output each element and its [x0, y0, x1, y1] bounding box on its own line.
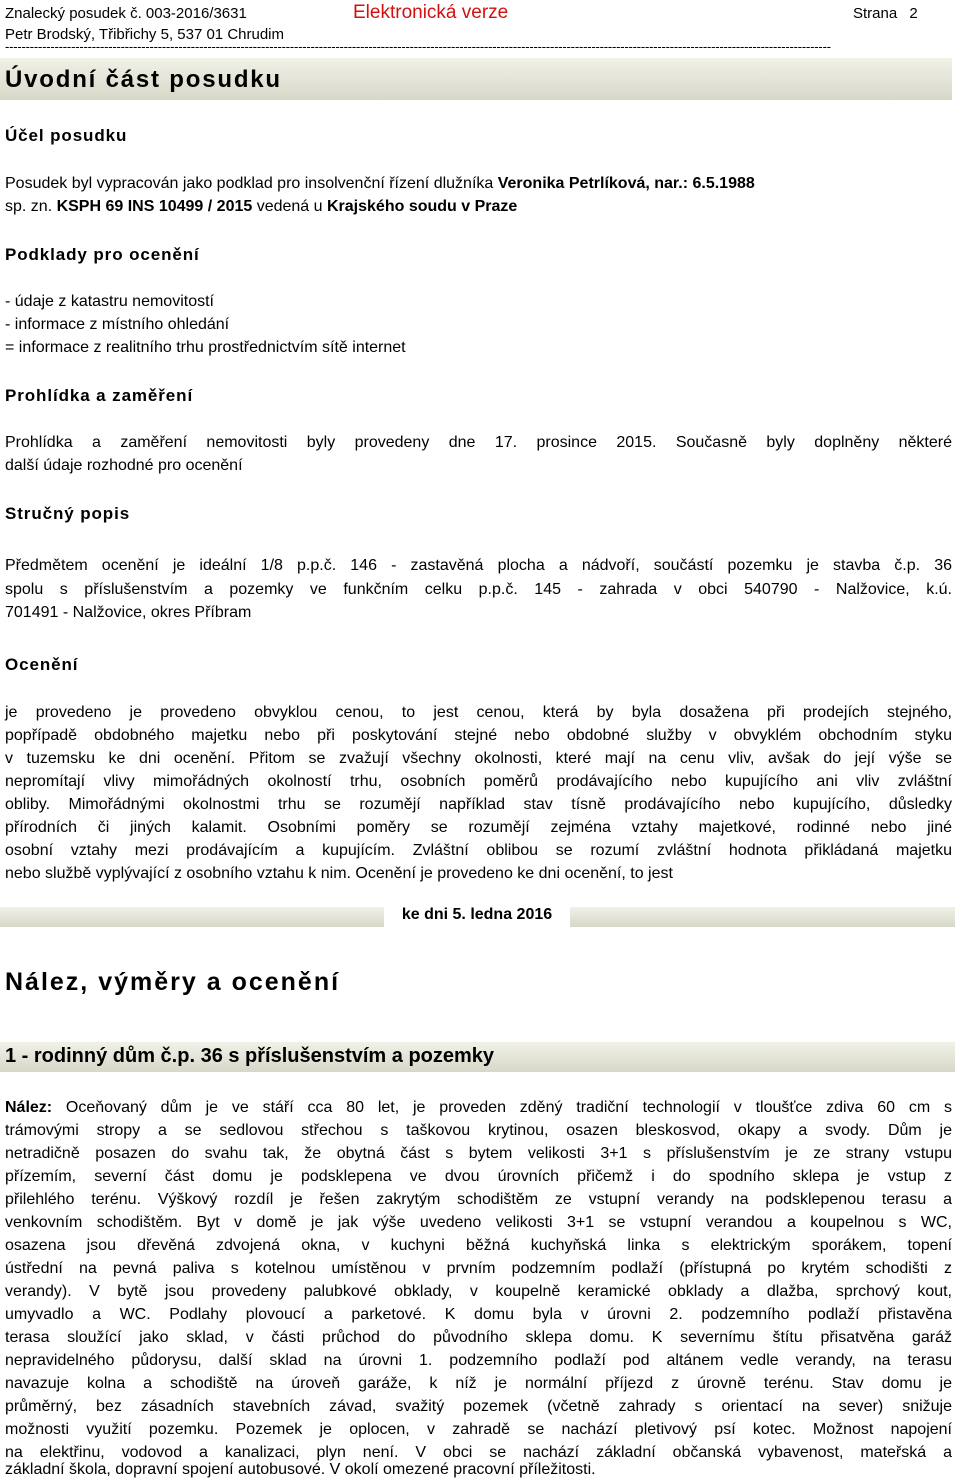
findings-line: verandy). V bytě jsou provedeny palubkové obklady, v koupelně keramické obklady a dlažba, sprchový kout,	[5, 1283, 952, 1300]
purpose-text-3: vedená u	[252, 198, 327, 215]
description-line: spolu s příslušenstvím a pozemky ve funkčním celku p.p.č. 145 - zahrada v obci 540790 - Nalžovice, k.ú.	[5, 581, 952, 598]
valuation-line: přírodních či jiných kalamit. Osobními poměry se rozumějí zejména vztahy majetkové, rodinné nebo jiné	[5, 819, 952, 836]
valuation-line: je provedeno je provedeno obvyklou cenou, to jest cenou, která by byla dosažena při prodejích stejného,	[5, 704, 952, 721]
findings-title: Nález, výměry a ocenění	[5, 968, 341, 996]
findings-line: průměrný, bez zásadních stavebních závad, svažitý pozemek (včetně zahrady s orientací na sever) snižuje	[5, 1398, 952, 1415]
findings-line: na elektřinu, vodovod a kanalizaci, plyn není. V obci se nachází základní občanská vybavenost, mateřská a	[5, 1444, 952, 1461]
inspection-heading: Prohlídka a zaměření	[5, 386, 194, 405]
page-label: Strana	[853, 5, 898, 22]
debtor-name: Veronika Petrlíková, nar.: 6.5.1988	[497, 175, 755, 192]
purpose-line-1	[5, 174, 952, 193]
page-number-value: 2	[909, 5, 918, 22]
page-number	[853, 5, 918, 23]
description-line: 701491 - Nalžovice, okres Příbram	[5, 604, 252, 621]
court-name: Krajského soudu v Praze	[327, 198, 518, 215]
description-heading: Stručný popis	[5, 504, 131, 523]
header-separator: --------------------------------------------------------------------------------------------------------------------------------------------------------------------------------------------------------	[5, 40, 831, 54]
purpose-text-2: sp. zn.	[5, 198, 57, 215]
case-number: KSPH 69 INS 10499 / 2015	[56, 198, 253, 215]
source-item: = informace z realitního trhu prostřednictvím sítě internet	[5, 339, 406, 356]
valuation-line: osobní vztahy mezi prodávajícím a kupujícím. Zvláštní oblibou se rozumí zvláštní hodnota přikládaná majetku	[5, 842, 952, 859]
edition-label: Elektronická verze	[353, 2, 509, 23]
inspection-line: Prohlídka a zaměření nemovitosti byly provedeny dne 17. prosince 2015. Současně byly doplněny některé	[5, 434, 952, 451]
findings-line: přízemím, severní část domu je podsklepena ve dvou úrovních přičemž i do spodního sklepa je vstup z	[5, 1168, 952, 1185]
intro-title: Úvodní část posudku	[5, 66, 282, 93]
document-id: Znalecký posudek č. 003-2016/3631	[5, 5, 247, 22]
source-item: - údaje z katastru nemovitostí	[5, 293, 214, 310]
author-address: Petr Brodský, Třibřichy 5, 537 01 Chrudim	[5, 26, 285, 43]
valuation-line: obliby. Mimořádnými okolnostmi trhu se rozumějí například stav tísně prodávajícího nebo kupujícího, důsledky	[5, 796, 952, 813]
source-item: - informace z místního ohledání	[5, 316, 230, 333]
findings-line: základní škola, dopravní spojení autobusové. V okolí omezené pracovní příležitosti.	[5, 1461, 596, 1478]
purpose-line-2	[5, 197, 952, 216]
valuation-date: ke dni 5. ledna 2016	[384, 903, 570, 927]
description-line: Předmětem ocenění je ideální 1/8 p.p.č. 146 - zastavěná plocha a nádvoří, součástí pozemku je stavba č.p. 36	[5, 557, 952, 574]
findings-line: osazena jsou dřevěná zdvojená okna, v kuchyni běžná kuchyňská linka s elektrickým sporákem, topení	[5, 1237, 952, 1254]
purpose-text-1: Posudek byl vypracován jako podklad pro insolvenční řízení dlužníka	[5, 175, 498, 192]
findings-line: trámovými stropy a se sedlovou střechou s taškovou krytinou, osazen bleskosvod, okapy a svody. Dům je	[5, 1122, 952, 1139]
valuation-line: v tuzemsku ke dni ocenění. Přitom se zvažují všechny okolnosti, které mají na cenu vliv, avšak do její výše se	[5, 750, 952, 767]
inspection-line: další údaje rozhodné pro ocenění	[5, 457, 243, 474]
findings-line: možnosti využití pozemku. Pozemek je oplocen, v zahradě se nachází pletivový psí kotec. Možnost napojení	[5, 1421, 952, 1438]
valuation-line: nebo službě vyplývající z osobního vztahu k nim. Ocenění je provedeno ke dni ocenění, to jest	[5, 865, 673, 882]
findings-line: venkovním schodištěm. Byt v domě je jak výše uvedeno velikosti 3+1 se vstupní verandou a koupelnou s WC,	[5, 1214, 952, 1231]
purpose-heading: Účel posudku	[5, 126, 128, 145]
findings-line: netradičně posazen do svahu tak, že obytná část s bytem velikosti 3+1 s příslušenstvím je ze strany vstupu	[5, 1145, 952, 1162]
valuation-heading: Ocenění	[5, 655, 79, 674]
section-title: 1 - rodinný dům č.p. 36 s příslušenstvím a pozemky	[5, 1045, 495, 1067]
findings-line: umyvadlo a WC. Podlahy plovoucí a parketové. K domu byla v úrovni 2. podzemního podlaží přistavěna	[5, 1306, 952, 1323]
findings-text-first: Oceňovaný dům je ve stáří cca 80 let, je proveden zděný tradiční technologií v tloušťce zdiva 60 cm s	[52, 1099, 952, 1116]
findings-line	[5, 1098, 952, 1117]
findings-line: nepravidelného půdorysu, další sklad na úrovni 1. podzemního podlaží pod altánem vedle verandy, na terasu	[5, 1352, 952, 1369]
sources-heading: Podklady pro ocenění	[5, 245, 200, 264]
findings-line: navazuje kolna a schodiště na úroveň garáže, k níž je normální příjezd z úrovně terénu. Stav domu je	[5, 1375, 952, 1392]
findings-line: ústřední na pevná paliva s kotelnou umístěnou v prvním podzemním podlaží (přístupná po krytém schodišti z	[5, 1260, 952, 1277]
valuation-line: nepromítají vlivy mimořádných okolností trhu, osobních poměrů prodávajícího nebo kupujícího ani vliv zvláštní	[5, 773, 952, 790]
nalez-label: Nález:	[5, 1099, 53, 1116]
valuation-line: popřípadě obdobného majetku nebo při poskytování stejné nebo obdobné služby v obvyklém obchodním styku	[5, 727, 952, 744]
findings-line: přilehlého terénu. Výškový rozdíl je řešen zakrytým schodištěm ze vstupní verandy na podsklepenou terasu a	[5, 1191, 952, 1208]
findings-line: terasa sloužící jako sklad, v části průchod do původního sklepa domu. K severnímu štítu přisatvěna garáž	[5, 1329, 952, 1346]
